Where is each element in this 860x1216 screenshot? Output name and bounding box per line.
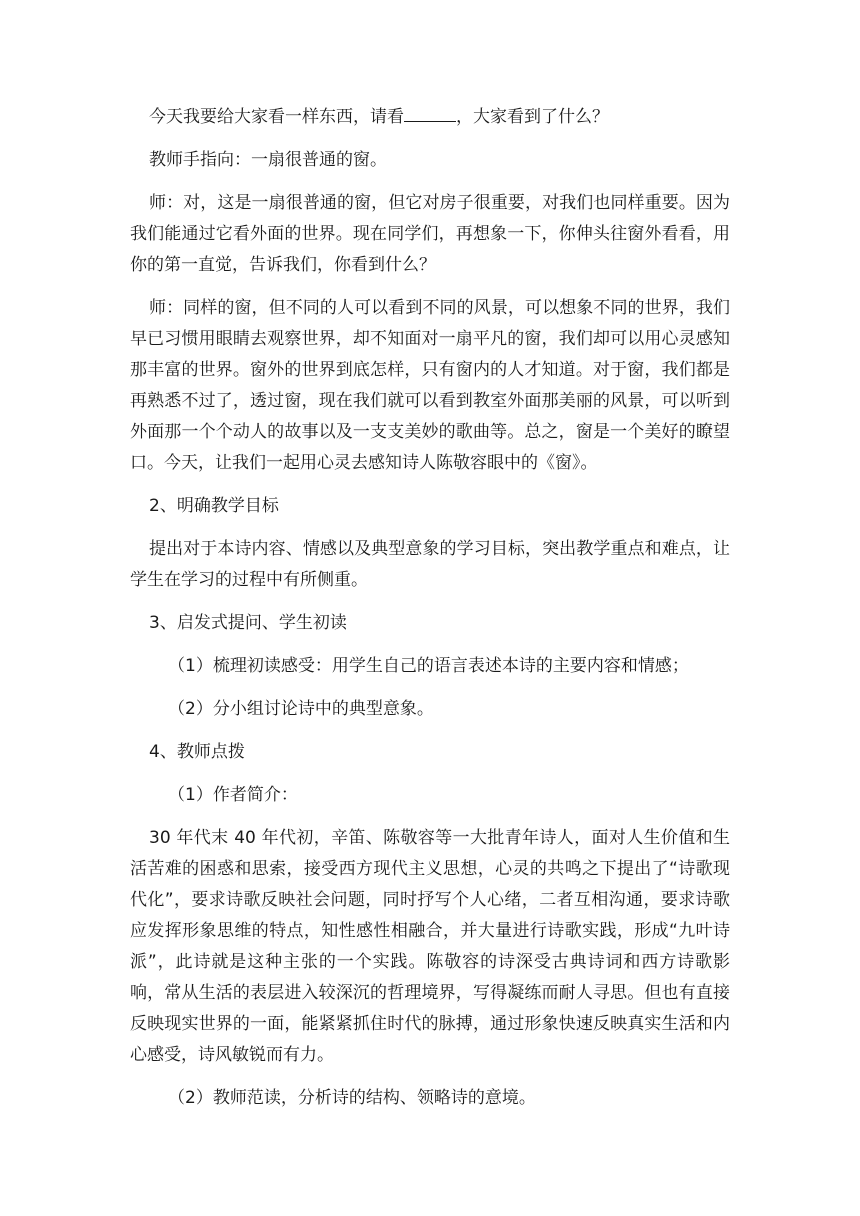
paragraph-teacher-points: 教师手指向：一扇很普通的窗。	[149, 150, 387, 170]
document-body	[130, 102, 730, 1114]
intro-text-before: 今天我要给大家看一样东西，请看	[149, 107, 404, 127]
heading-teaching-goals: 2、明确教学目标	[149, 496, 279, 516]
paragraph-teaching-goals: 提出对于本诗内容、情感以及典型意象的学习目标，突出教学重点和难点，让学生在学习的过程中有所侧重。	[130, 539, 730, 590]
intro-text-after: ，大家看到了什么？	[456, 107, 609, 127]
paragraph-author-bio: 30 年代末 40 年代初，辛笛、陈敬容等一大批青年诗人，面对人生价值和生活苦难的困惑和思索，接受西方现代主义思想，心灵的共鸣之下提出了“诗歌现代化”，要求诗歌反映社会问题，同时抒写个人心绪，二者互相沟通，要求诗歌应发挥形象思维的特点，知性感性相融合，并大量进行诗歌实践，形成“九叶诗派”，此诗就是这种主张的一个实践。陈敬容的诗深受古典诗词和西方诗歌影响，常从生活的表层进入较深沉的哲理境界，写得凝练而耐人寻思。但也有直接反映现实世界的一面，能紧紧抓住时代的脉搏，通过形象快速反映真实生活和内心感受，诗风敏锐而有力。	[130, 828, 730, 1065]
paragraph-intro	[130, 102, 730, 133]
heading-teacher-guidance: 4、教师点拨	[149, 742, 245, 762]
sub-item-2: （2）分小组讨论诗中的典型意象。	[168, 699, 434, 719]
paragraph-teacher-dialogue-1: 师：对，这是一扇很普通的窗，但它对房子很重要，对我们也同样重要。因为我们能通过它看外面的世界。现在同学们，再想象一下，你伸头往窗外看看，用你的第一直觉，告诉我们，你看到什么？	[130, 193, 730, 275]
heading-questioning: 3、启发式提问、学生初读	[149, 613, 347, 633]
sub-item-author-intro: （1）作者简介：	[168, 785, 298, 805]
sub-item-1: （1）梳理初读感受：用学生自己的语言表述本诗的主要内容和情感；	[168, 656, 689, 676]
sub-item-model-reading: （2）教师范读，分析诗的结构、领略诗的意境。	[168, 1088, 536, 1108]
paragraph-teacher-dialogue-2: 师：同样的窗，但不同的人可以看到不同的风景，可以想象不同的世界，我们早已习惯用眼睛去观察世界，却不知面对一扇平凡的窗，我们却可以用心灵感知那丰富的世界。窗外的世界到底怎样，只有窗内的人才知道。对于窗，我们都是再熟悉不过了，透过窗，现在我们就可以看到教室外面那美丽的风景，可以听到外面那一个个动人的故事以及一支支美妙的歌曲等。总之，窗是一个美好的瞭望口。今天，让我们一起用心灵去感知诗人陈敬容眼中的《窗》。	[130, 298, 730, 473]
fill-blank	[404, 107, 456, 122]
